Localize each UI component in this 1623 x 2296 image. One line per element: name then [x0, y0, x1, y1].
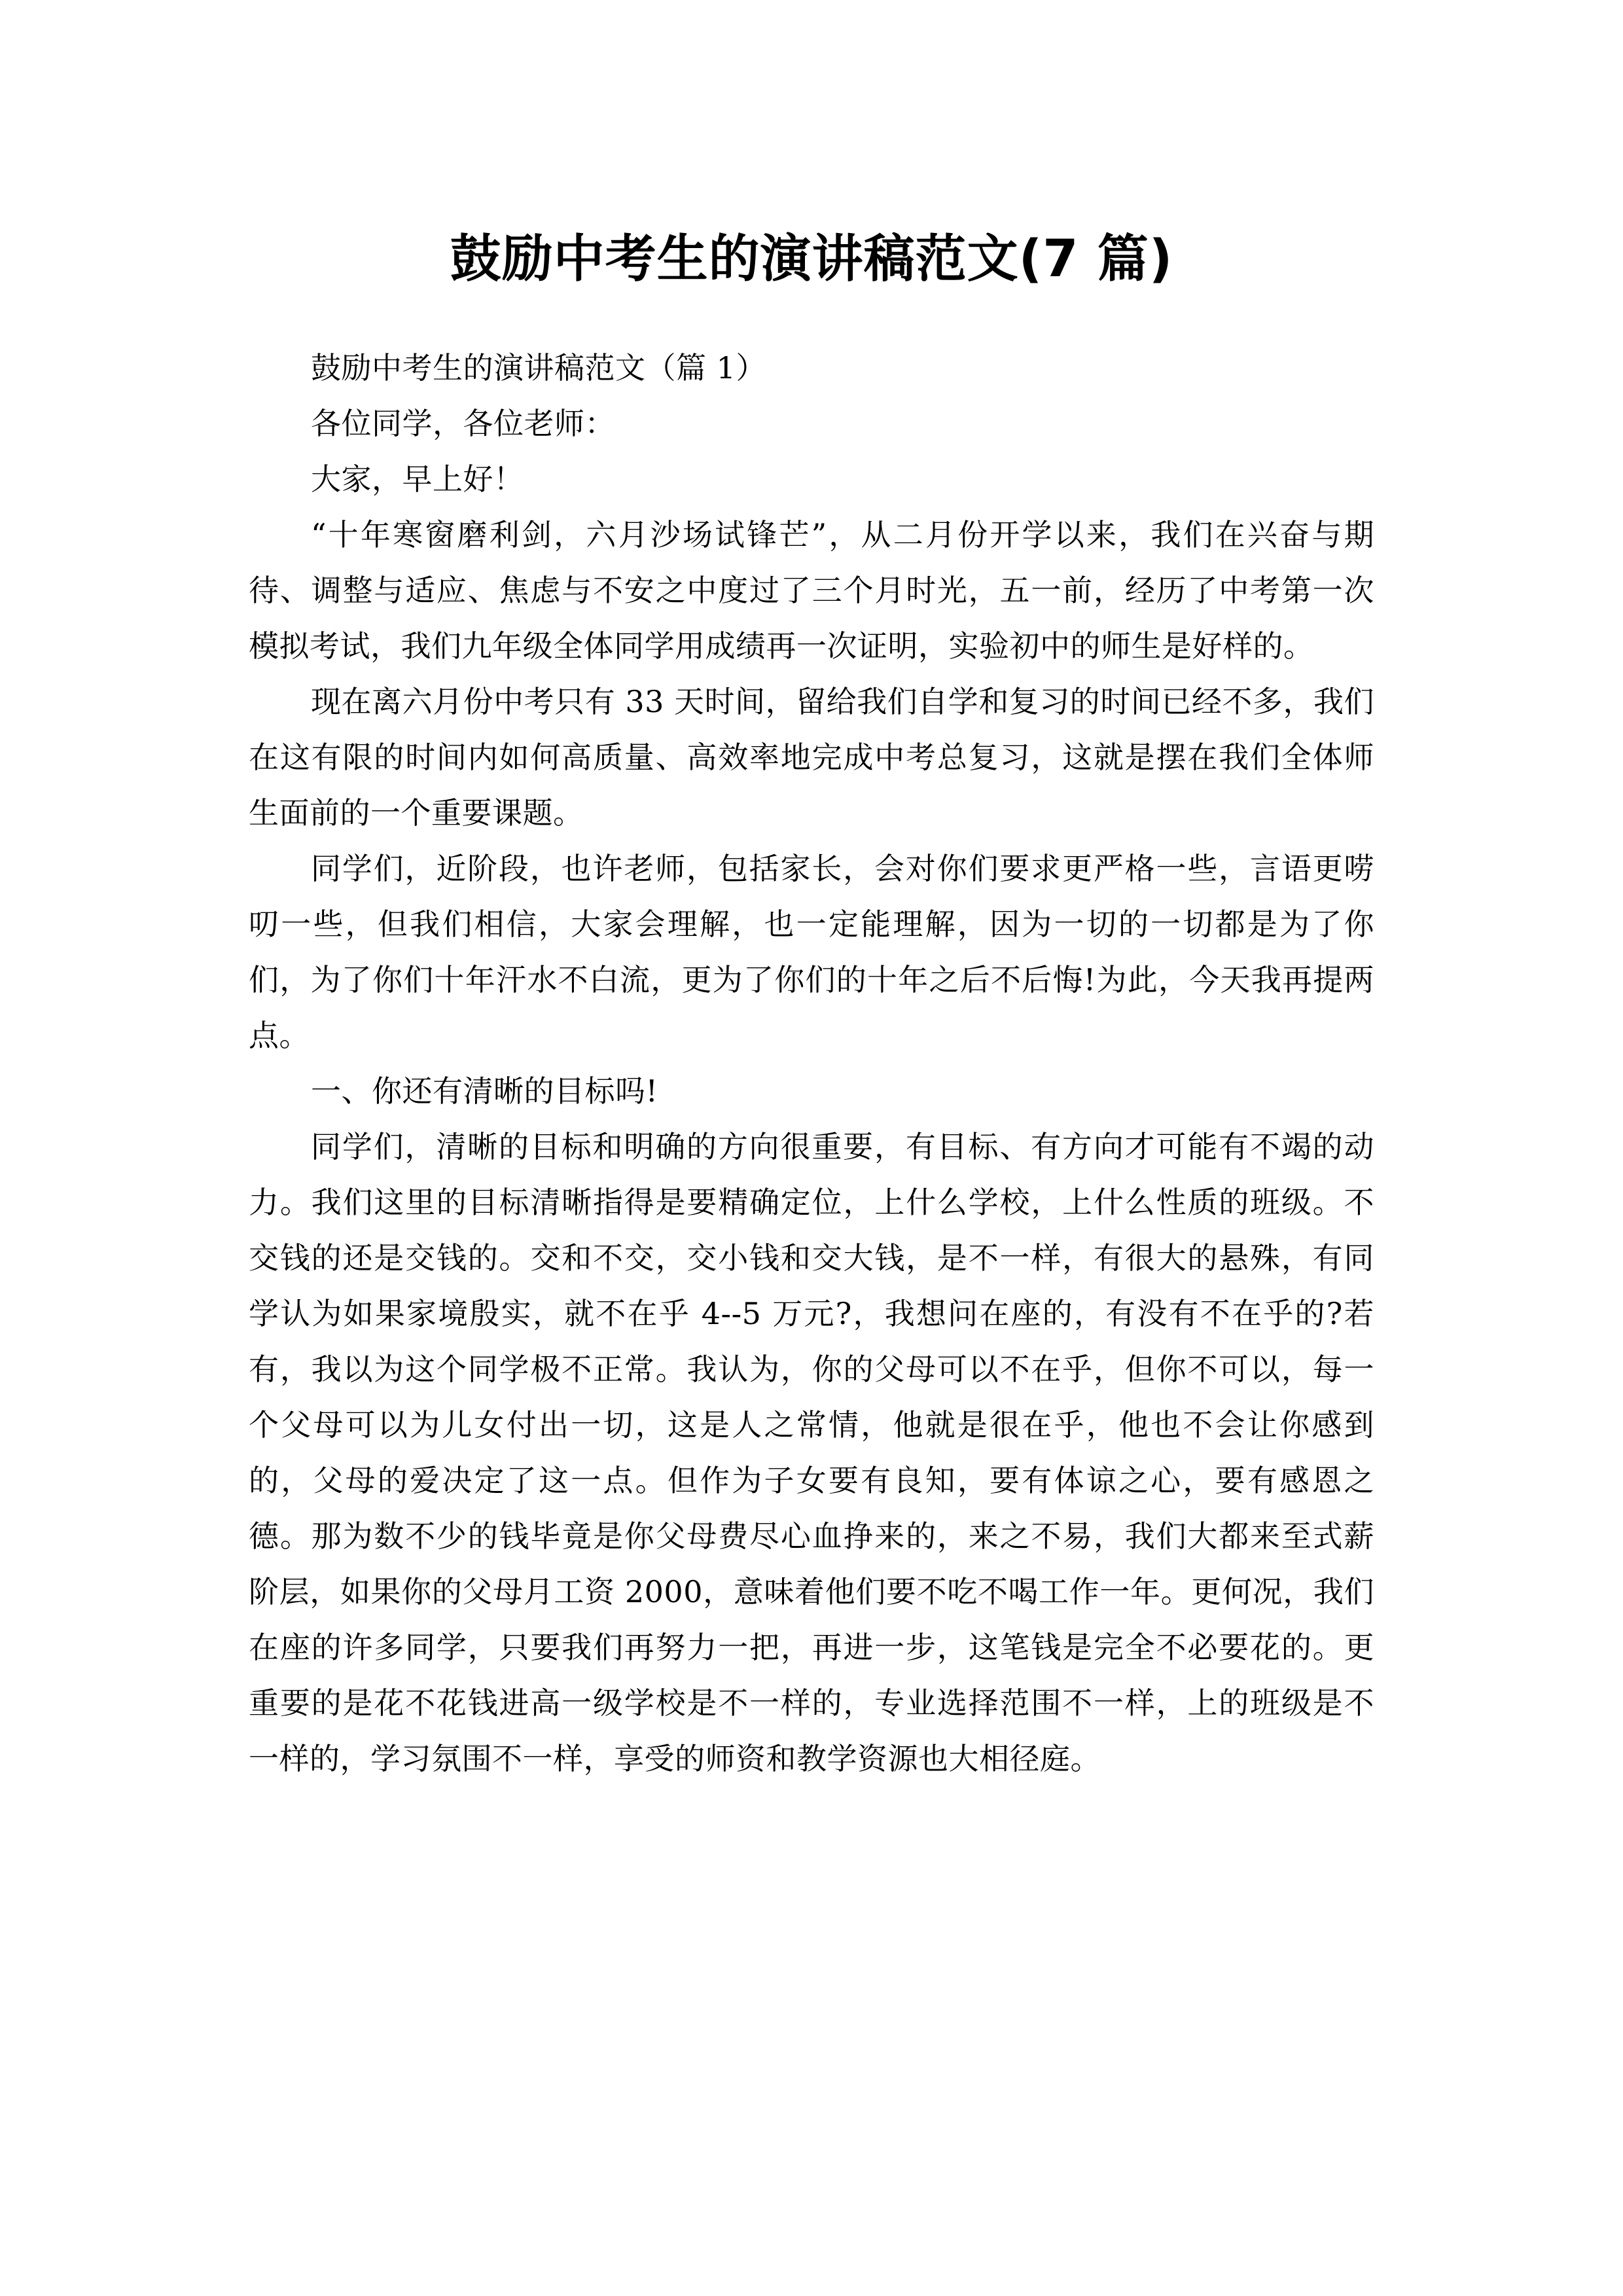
paragraph-days-remaining: 现在离六月份中考只有 33 天时间，留给我们自学和复习的时间已经不多，我们在这有限的时间内如何高质量、高效率地完成中考总复习，这就是摆在我们全体师生面前的一个重要课题。 — [249, 684, 1374, 831]
heading-clear-goals: 一、你还有清晰的目标吗! — [311, 1073, 658, 1109]
document-body — [249, 340, 1374, 1787]
page-title: 鼓励中考生的演讲稿范文(7 篇) — [450, 230, 1173, 289]
paragraph-opening-quote: “十年寒窗磨利剑，六月沙场试锋芒”，从二月份开学以来，我们在兴奋与期待、调整与适应、焦虑与不安之中度过了三个月时光，五一前，经历了中考第一次模拟考试，我们九年级全体同学用成绩再一次证明，实验初中的师生是好样的。 — [249, 517, 1374, 664]
salutation-students-teachers: 各位同学，各位老师： — [311, 406, 615, 441]
section-subtitle: 鼓励中考生的演讲稿范文（篇 1） — [311, 350, 766, 386]
paragraph-teachers-parents: 同学们，近阶段，也许老师，包括家长，会对你们要求更严格一些，言语更唠叨一些，但我们相信，大家会理解，也一定能理解，因为一切的一切都是为了你们，为了你们十年汗水不白流，更为了你们的十年之后不后悔!为此，今天我再提两点。 — [249, 851, 1374, 1053]
salutation-good-morning: 大家，早上好！ — [311, 461, 524, 497]
paragraph-goals-direction: 同学们，清晰的目标和明确的方向很重要，有目标、有方向才可能有不竭的动力。我们这里的目标清晰指得是要精确定位，上什么学校，上什么性质的班级。不交钱的还是交钱的。交和不交，交小钱和交大钱，是不一样，有很大的悬殊，有同学认为如果家境殷实，就不在乎 4--5 万元?，我想问在座的，有没有不在乎的?若有，我以为这个同学极不正常。我认为，你的父母可以不在乎，但你不可以，每一个父母可以为儿女付出一切，这是人之常情，他就是很在乎，他也不会让你感到的，父母的爱决定了这一点。但作为子女要有良知，要有体谅之心，要有感恩之德。那为数不少的钱毕竟是你父母费尽心血挣来的，来之不易，我们大都来至式薪阶层，如果你的父母月工资 2000，意味着他们要不吃不喝工作一年。更何况，我们在座的许多同学，只要我们再努力一把，再进一步，这笔钱是完全不必要花的。更重要的是花不花钱进高一级学校是不一样的，专业选择范围不一样，上的班级是不一样的，学习氛围不一样，享受的师资和教学资源也大相径庭。 — [249, 1129, 1374, 1776]
